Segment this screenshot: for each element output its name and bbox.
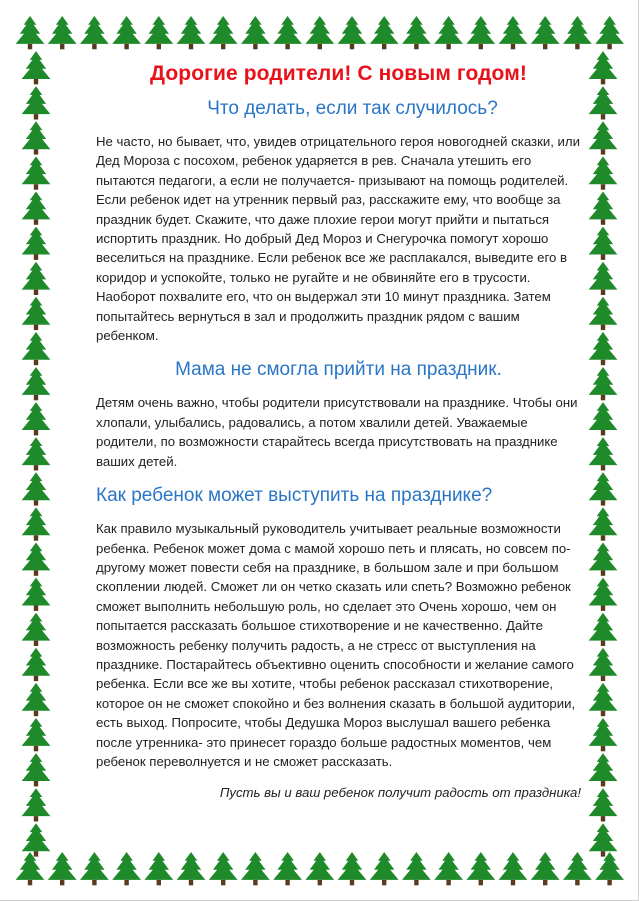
christmas-tree-icon [22,297,51,330]
christmas-tree-icon [273,16,302,49]
christmas-tree-icon [22,507,51,540]
page-title: Дорогие родители! С новым годом! [150,62,527,85]
christmas-tree-icon [589,718,618,751]
christmas-tree-icon [589,297,618,330]
christmas-tree-icon [589,613,618,646]
christmas-tree-icon [112,852,141,885]
christmas-tree-icon [22,332,51,365]
christmas-tree-icon [466,852,495,885]
christmas-tree-icon [402,16,431,49]
christmas-tree-icon [22,402,51,435]
christmas-tree-icon [22,437,51,470]
christmas-tree-icon [80,852,109,885]
section-heading-2: Мама не смогла прийти на праздник. [175,359,502,381]
christmas-tree-icon [22,613,51,646]
christmas-tree-icon [531,852,560,885]
christmas-tree-icon [22,648,51,681]
christmas-tree-icon [466,16,495,49]
christmas-tree-icon [112,16,141,49]
christmas-tree-icon [589,578,618,611]
christmas-tree-icon [209,852,238,885]
christmas-tree-icon [80,16,109,49]
christmas-tree-icon [589,683,618,716]
christmas-tree-icon [589,86,618,119]
christmas-tree-icon [144,852,173,885]
christmas-tree-icon [589,192,618,225]
christmas-tree-icon [338,852,367,885]
christmas-tree-icon [595,16,624,49]
christmas-tree-icon [48,16,77,49]
christmas-tree-icon [589,788,618,821]
christmas-tree-icon [273,852,302,885]
document-content [96,62,581,837]
christmas-tree-icon [22,51,51,84]
christmas-tree-icon [595,852,624,885]
christmas-tree-icon [370,16,399,49]
christmas-tree-icon [338,16,367,49]
christmas-tree-icon [241,852,270,885]
christmas-tree-icon [563,16,592,49]
christmas-tree-icon [499,852,528,885]
section-heading-3: Как ребенок может выступить на празднике? [96,485,493,507]
christmas-tree-icon [22,367,51,400]
christmas-tree-icon [563,852,592,885]
christmas-tree-icon [589,472,618,505]
christmas-tree-icon [22,121,51,154]
section-heading-1: Что делать, если так случилось? [207,98,498,119]
christmas-tree-icon [22,156,51,189]
christmas-tree-icon [589,227,618,260]
christmas-tree-icon [589,507,618,540]
christmas-tree-icon [177,852,206,885]
christmas-tree-icon [305,16,334,49]
christmas-tree-icon [16,852,45,885]
christmas-tree-icon [22,788,51,821]
christmas-tree-icon [434,852,463,885]
christmas-tree-icon [589,543,618,576]
christmas-tree-icon [589,753,618,786]
christmas-tree-icon [370,852,399,885]
christmas-tree-icon [16,16,45,49]
christmas-tree-icon [589,121,618,154]
christmas-tree-icon [22,578,51,611]
christmas-tree-icon [22,823,51,856]
christmas-tree-icon [589,648,618,681]
christmas-tree-icon [589,367,618,400]
christmas-tree-icon [177,16,206,49]
christmas-tree-icon [241,16,270,49]
christmas-tree-icon [434,16,463,49]
christmas-tree-icon [22,86,51,119]
christmas-tree-icon [22,543,51,576]
christmas-tree-icon [22,683,51,716]
christmas-tree-icon [499,16,528,49]
christmas-tree-icon [589,402,618,435]
christmas-tree-icon [589,51,618,84]
christmas-tree-icon [22,192,51,225]
christmas-tree-icon [402,852,431,885]
christmas-tree-icon [589,437,618,470]
christmas-tree-icon [48,852,77,885]
christmas-tree-icon [22,753,51,786]
christmas-tree-icon [589,156,618,189]
section-text-1: Не часто, но бывает, что, увидев отрицательного героя новогодней сказки, или Дед Мороза с посохом, ребенок ударяется в рев. Сначала утешить его пытаются педагоги, а если не получается- призывают на помощь родителей. Если ребенок идет на утренник первый раз, расскажите ему, что вообще за праздник будет. Скажите, что даже плохие герои могут прийти и пытаться испортить праздник. Но добрый Дед Мороз и Снегурочка помогут хорошо веселиться на празднике. Если ребенок все же расплакался, выведите его в коридор и успокойте, только не ругайте и не обвиняйте его в трусости. Наоборот похвалите его, что он выдержал эти 10 минут праздника. Затем попытайтесь вернуться в зал и продолжить праздник рядом с вашим ребенком. [96,134,580,344]
christmas-tree-icon [589,262,618,295]
christmas-tree-icon [22,472,51,505]
christmas-tree-icon [589,332,618,365]
christmas-tree-icon [589,823,618,856]
christmas-tree-icon [22,718,51,751]
christmas-tree-icon [209,16,238,49]
christmas-tree-icon [144,16,173,49]
christmas-tree-icon [305,852,334,885]
section-text-3: Как правило музыкальный руководитель учитывает реальные возможности ребенка. Ребенок может дома с мамой хорошо петь и плясать, но совсем по-другому может повести себя на празднике, в большом зале и при большом скоплении людей. Сможет ли он четко сказать или спеть? Возможно ребенок сможет выполнить небольшую роль, но сделает это Очень хорошо, чем он попытается рассказать большое стихотворение и не качественно. Дайте возможность ребенку получить радость, а не стресс от выступления на празднике. Постарайтесь объективно оценить способности и желание самого ребенка. Если все же вы хотите, чтобы ребенок рассказал стихотворение, которое он не сможет спокойно и без волнения сказать в большой аудитории, есть выход. Попросите, чтобы Дедушка Мороз выслушал вашего ребенка после утренника- это принесет гораздо больше радостных моментов, чем ребенок переволнуется и не сможет рассказать. [96,521,576,769]
christmas-tree-icon [22,227,51,260]
closing-wish: Пусть вы и ваш ребенок получит радость от праздника! [219,785,581,801]
section-text-2: Детям очень важно, чтобы родители присутствовали на празднике. Чтобы они хлопали, улыбались, радовались, а потом хвалили детей. Уважаемые родители, по возможности старайтесь всегда присутствовать на празднике ваших детей. [96,395,578,469]
christmas-tree-icon [22,262,51,295]
christmas-tree-icon [531,16,560,49]
